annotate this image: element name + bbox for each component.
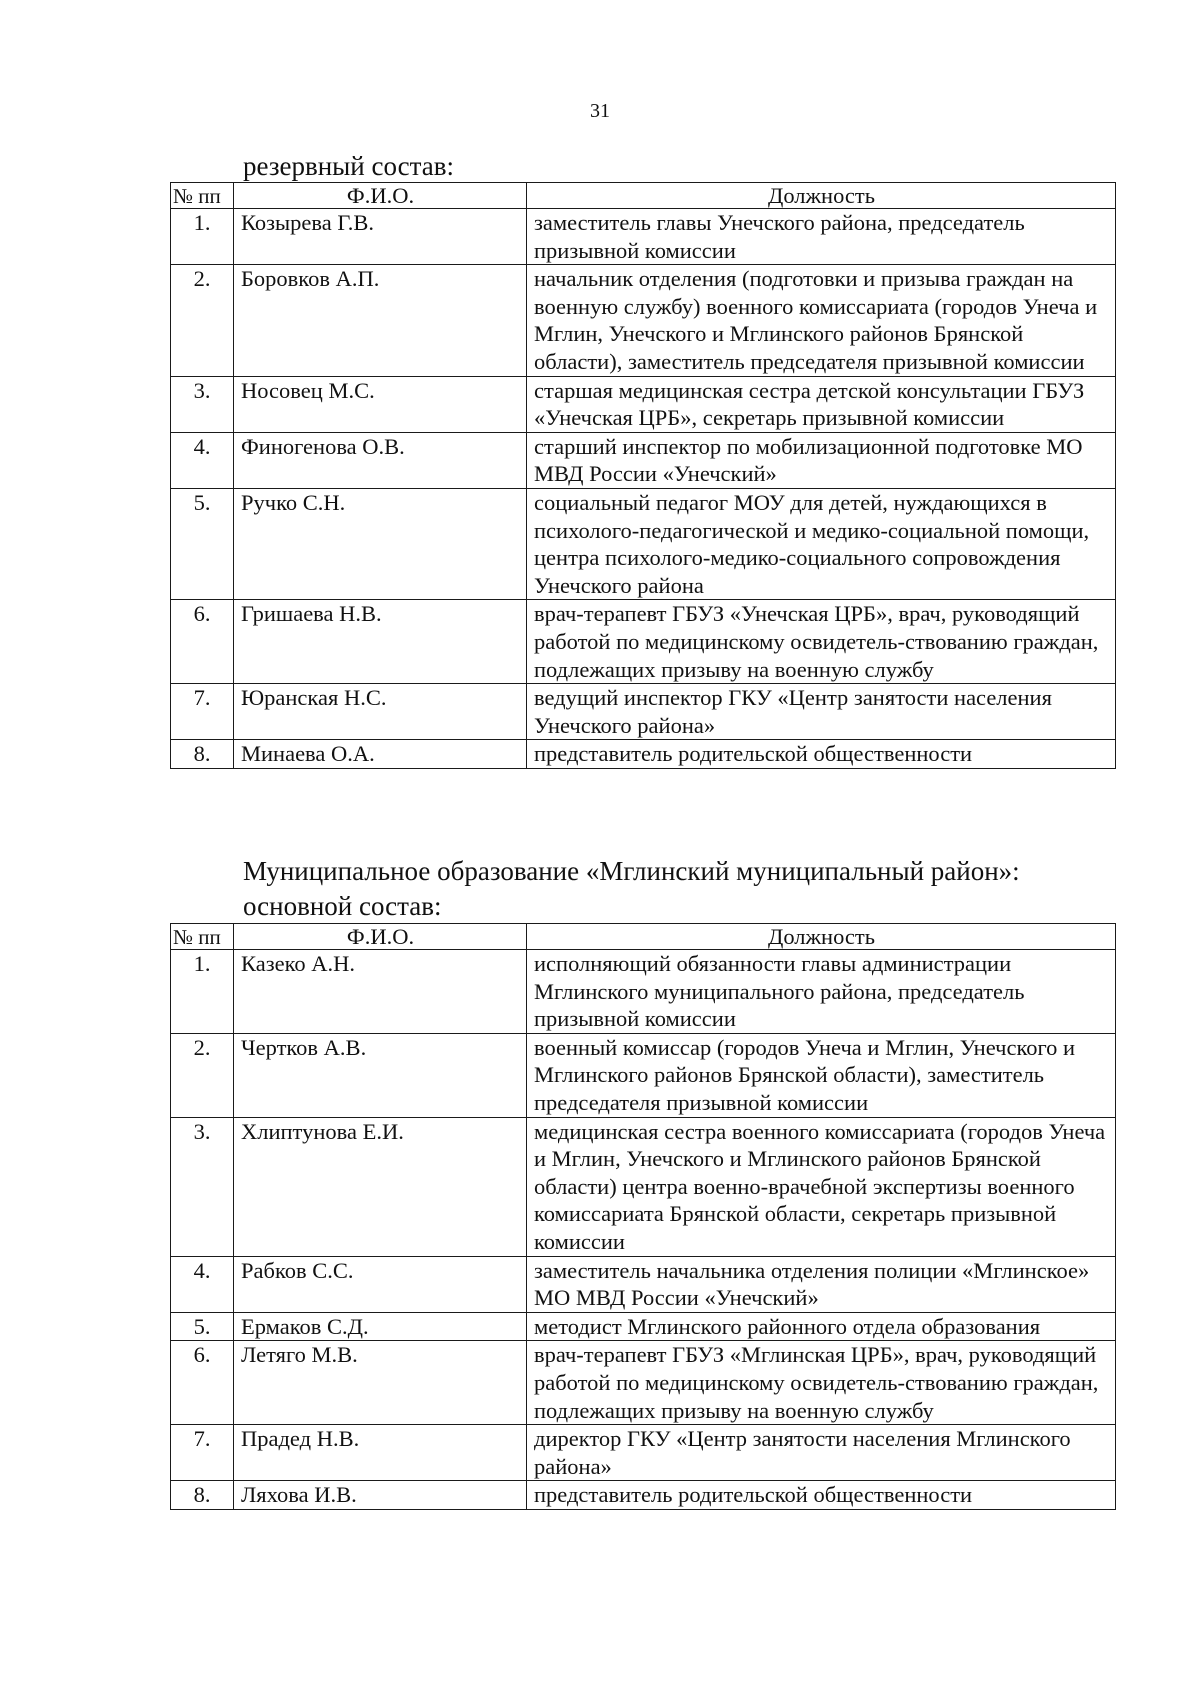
member-position: заместитель начальника отделения полиции «Мглинское» МО МВД России «Унечский»: [527, 1256, 1116, 1312]
member-position: ведущий инспектор ГКУ «Центр занятости населения Унечского района»: [527, 684, 1116, 740]
page-number: 31: [590, 100, 610, 122]
column-header-position: Должность: [527, 183, 1116, 209]
main-roster-table: [170, 923, 1116, 1510]
member-name: Боровков А.П.: [234, 265, 527, 376]
member-position: врач-терапевт ГБУЗ «Мглинская ЦРБ», врач, руководящий работой по медицинскому освидетель-ствованию граждан, подлежащих призыву на военную службу: [527, 1341, 1116, 1425]
member-name: Юранская Н.С.: [234, 684, 527, 740]
table-row: [171, 684, 1116, 740]
member-name: Козырева Г.В.: [234, 209, 527, 265]
main-section-title: основной состав:: [243, 891, 442, 921]
table-row: [171, 1481, 1116, 1510]
member-name: Гришаева Н.В.: [234, 600, 527, 684]
column-header-number: № пп: [171, 183, 234, 209]
row-number: 1.: [171, 950, 234, 1034]
row-number: 2.: [171, 1033, 234, 1117]
member-position: начальник отделения (подготовки и призыва граждан на военную службу) военного комиссариата (городов Унеча и Мглин, Унечского и Мглинского районов Брянской области), заместитель председателя призывной комиссии: [527, 265, 1116, 376]
table-row: [171, 1256, 1116, 1312]
member-name: Ручко С.Н.: [234, 488, 527, 599]
table-row: [171, 209, 1116, 265]
table-row: [171, 265, 1116, 376]
row-number: 5.: [171, 488, 234, 599]
member-position: старший инспектор по мобилизационной подготовке МО МВД России «Унечский»: [527, 432, 1116, 488]
member-name: Ляхова И.В.: [234, 1481, 527, 1510]
member-position: заместитель главы Унечского района, председатель призывной комиссии: [527, 209, 1116, 265]
member-position: представитель родительской общественности: [527, 740, 1116, 769]
member-position: директор ГКУ «Центр занятости населения Мглинского района»: [527, 1425, 1116, 1481]
row-number: 1.: [171, 209, 234, 265]
row-number: 3.: [171, 376, 234, 432]
row-number: 4.: [171, 432, 234, 488]
table-row: [171, 432, 1116, 488]
member-name: Ермаков С.Д.: [234, 1312, 527, 1341]
member-position: социальный педагог МОУ для детей, нуждающихся в психолого-педагогической и медико-социальной помощи, центра психолого-медико-социального сопровождения Унечского района: [527, 488, 1116, 599]
row-number: 5.: [171, 1312, 234, 1341]
reserve-roster-table: [170, 182, 1116, 769]
member-position: военный комиссар (городов Унеча и Мглин, Унечского и Мглинского районов Брянской области), заместитель председателя призывной комиссии: [527, 1033, 1116, 1117]
member-position: представитель родительской общественности: [527, 1481, 1116, 1510]
table-row: [171, 488, 1116, 599]
member-name: Хлиптунова Е.И.: [234, 1117, 527, 1256]
row-number: 6.: [171, 1341, 234, 1425]
member-position: исполняющий обязанности главы администрации Мглинского муниципального района, председатель призывной комиссии: [527, 950, 1116, 1034]
member-name: Минаева О.А.: [234, 740, 527, 769]
column-header-number: № пп: [171, 924, 234, 950]
column-header-name: Ф.И.О.: [234, 183, 527, 209]
table-row: [171, 376, 1116, 432]
member-position: методист Мглинского районного отдела образования: [527, 1312, 1116, 1341]
member-position: старшая медицинская сестра детской консультации ГБУЗ «Унечская ЦРБ», секретарь призывной комиссии: [527, 376, 1116, 432]
table-row: [171, 1033, 1116, 1117]
reserve-section-title: резервный состав:: [243, 151, 455, 181]
table-row: [171, 1425, 1116, 1481]
member-name: Казеко А.Н.: [234, 950, 527, 1034]
row-number: 7.: [171, 1425, 234, 1481]
row-number: 3.: [171, 1117, 234, 1256]
member-name: Носовец М.С.: [234, 376, 527, 432]
member-name: Финогенова О.В.: [234, 432, 527, 488]
table-row: [171, 950, 1116, 1034]
table-header-row: [171, 183, 1116, 209]
table-row: [171, 740, 1116, 769]
member-name: Прадед Н.В.: [234, 1425, 527, 1481]
member-name: Чертков А.В.: [234, 1033, 527, 1117]
member-position: медицинская сестра военного комиссариата (городов Унеча и Мглин, Унечского и Мглинского районов Брянской области) центра военно-врачебной экспертизы военного комиссариата Брянской области, секретарь призывной комиссии: [527, 1117, 1116, 1256]
row-number: 8.: [171, 1481, 234, 1510]
row-number: 7.: [171, 684, 234, 740]
table-header-row: [171, 924, 1116, 950]
member-name: Рабков С.С.: [234, 1256, 527, 1312]
member-name: Летяго М.В.: [234, 1341, 527, 1425]
row-number: 2.: [171, 265, 234, 376]
table-row: [171, 600, 1116, 684]
table-row: [171, 1341, 1116, 1425]
row-number: 6.: [171, 600, 234, 684]
column-header-name: Ф.И.О.: [234, 924, 527, 950]
municipality-title: Муниципальное образование «Мглинский муниципальный район»:: [243, 856, 1020, 886]
member-position: врач-терапевт ГБУЗ «Унечская ЦРБ», врач, руководящий работой по медицинскому освидетель-ствованию граждан, подлежащих призыву на военную службу: [527, 600, 1116, 684]
table-row: [171, 1117, 1116, 1256]
column-header-position: Должность: [527, 924, 1116, 950]
row-number: 8.: [171, 740, 234, 769]
table-row: [171, 1312, 1116, 1341]
row-number: 4.: [171, 1256, 234, 1312]
